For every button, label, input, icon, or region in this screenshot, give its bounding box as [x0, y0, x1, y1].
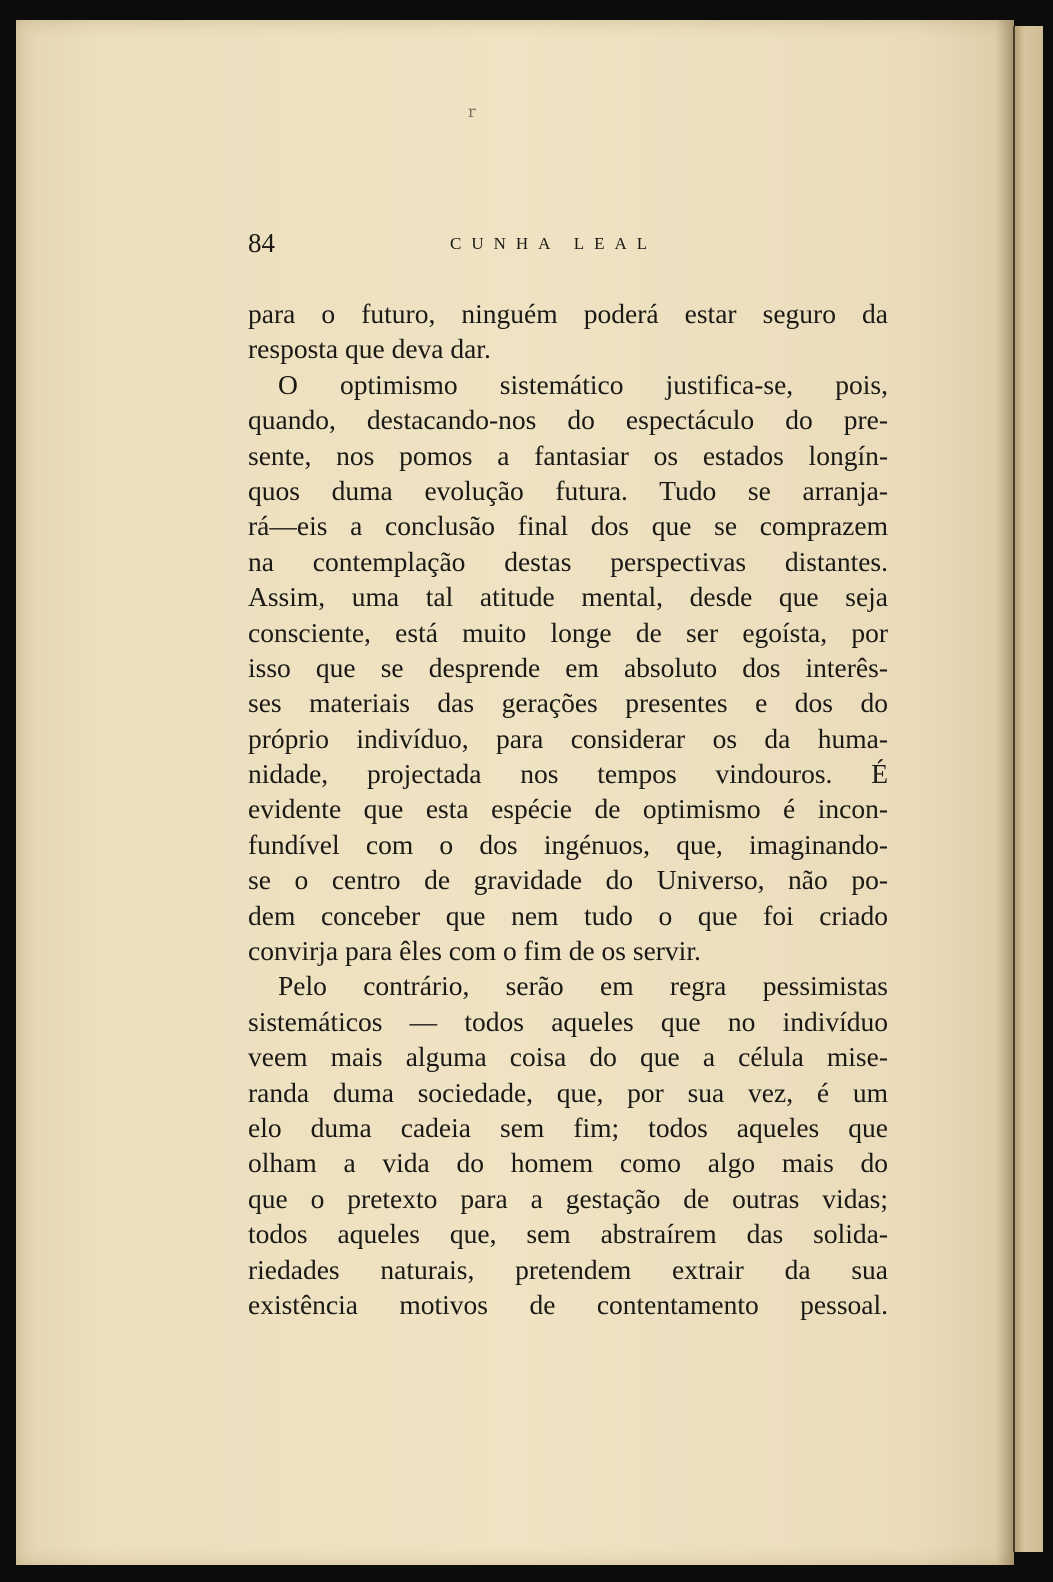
- text-line: na contemplação destas perspectivas distantes.: [248, 545, 888, 577]
- text-line: todos aqueles que, sem abstraírem das solida-: [248, 1218, 888, 1250]
- text-line: se o centro de gravidade do Universo, não po-: [248, 864, 888, 896]
- text-line: sente, nos pomos a fantasiar os estados longín-: [248, 439, 888, 471]
- text-line: que o pretexto para a gestação de outras vidas;: [248, 1182, 888, 1214]
- stray-print-mark: r: [468, 102, 476, 121]
- text-line: convirja para êles com o fim de os servir.: [248, 935, 701, 967]
- text-line: isso que se desprende em absoluto dos interês-: [248, 651, 888, 683]
- text-line: Assim, uma tal atitude mental, desde que seja: [248, 581, 888, 613]
- body-text: [248, 296, 888, 1322]
- text-line: randa duma sociedade, que, por sua vez, é um: [248, 1076, 888, 1108]
- text-line: sistemáticos — todos aqueles que no indivíduo: [248, 1005, 888, 1037]
- text-line: resposta que deva dar.: [248, 333, 491, 365]
- page-number: 84: [248, 228, 275, 258]
- text-line: para o futuro, ninguém poderá estar seguro da: [248, 298, 888, 329]
- text-line: consciente, está muito longe de ser egoísta, por: [248, 616, 888, 648]
- text-line: nidade, projectada nos tempos vindouros. É: [248, 758, 888, 790]
- text-line: ses materiais das gerações presentes e dos do: [248, 687, 888, 719]
- text-line: existência motivos de contentamento pessoal.: [248, 1288, 888, 1320]
- text-line: veem mais alguma coisa do que a célula mise-: [248, 1041, 888, 1073]
- text-line: O optimismo sistemático justifica-se, pois,: [278, 368, 888, 400]
- text-line: rá—eis a conclusão final dos que se comprazem: [248, 510, 888, 542]
- text-line: fundível com o dos ingénuos, que, imaginando-: [248, 828, 888, 860]
- author-name: CUNHA LEAL: [450, 234, 658, 253]
- gutter-shadow: [996, 20, 1014, 1565]
- next-page-edge: [1013, 26, 1043, 1552]
- text-line: olham a vida do homem como algo mais do: [248, 1147, 888, 1179]
- text-line: quos duma evolução futura. Tudo se arranja-: [248, 474, 888, 506]
- text-line: Pelo contrário, serão em regra pessimistas: [278, 970, 888, 1002]
- text-line: riedades naturais, pretendem extrair da sua: [248, 1253, 888, 1285]
- text-line: evidente que esta espécie de optimismo é incon-: [248, 793, 888, 825]
- text-line: quando, destacando-nos do espectáculo do pre-: [248, 404, 888, 436]
- text-line: dem conceber que nem tudo o que foi criado: [248, 899, 888, 931]
- text-line: próprio indivíduo, para considerar os da huma-: [248, 722, 888, 754]
- text-line: elo duma cadeia sem fim; todos aqueles que: [248, 1111, 888, 1143]
- running-head: [248, 226, 888, 266]
